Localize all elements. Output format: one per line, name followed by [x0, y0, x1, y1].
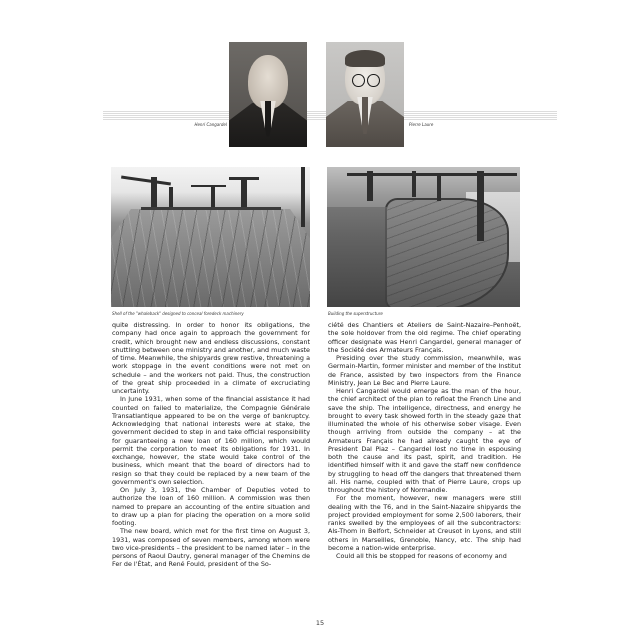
portrait-glasses-left [352, 74, 365, 88]
photo-crane-tower [301, 167, 305, 227]
text-column-left [112, 321, 310, 569]
photo-caption-left: Shell of the "whaleback" designed to conceal foredeck machinery [112, 311, 244, 316]
page-number: 15 [315, 619, 325, 627]
photo-whaleback-deck [111, 167, 310, 307]
paragraph: For the moment, however, new managers were still dealing with the T6, and in the Saint-Nazaire shipyards the project provided employment for some 2,500 laborers, their ranks swelled by the employees of all the subcontractors: Als-Thom in Belfort, Schneider at Creusot in Lyons, and still others in Marseilles, Grenoble, Nancy, etc. The ship had become a nation-wide enterprise. [328, 494, 521, 552]
paragraph: Presiding over the study commission, meanwhile, was Germain-Martin, former minister and member of the Institut de France, assisted by two inspectors from the Finance Ministry, Jean Le Bec and Pierre Laure. [328, 354, 521, 387]
photo-ship-hull [385, 198, 509, 307]
portrait-caption-right: Pierre Laure [409, 122, 434, 127]
photo-crane-tower [437, 173, 441, 201]
portrait-caption-left: Henri Cangardel [194, 122, 227, 127]
photo-crane-tower [169, 187, 173, 209]
portrait-pierre-laure [326, 42, 404, 147]
photo-crane-jib [407, 173, 517, 176]
photo-crane-jib [191, 185, 226, 187]
portrait-hair [345, 50, 386, 67]
paragraph: The new board, which met for the first time on August 3, 1931, was composed of seven members, among whom were two vice-presidents – the president to be named later – in the persons of Raoul Dautry, general manager of the Chemins de Fer de l'État, and René Fould, president of the So- [112, 527, 310, 569]
photo-crane-jib [347, 173, 407, 176]
paragraph: Henri Cangardel would emerge as the man of the hour, the chief architect of the plan to refloat the French Line and save the ship. The intelligence, directness, and energy he brought to every task showed forth in the steady gaze that illuminated the whole of his otherwise sober visage. Even though arriving from outside the company – at the Armateurs Français he had already caught the eye of President Dal Piaz – Cangardel lost no time in espousing both the cause and its past, spirit, and tradition. He identified himself with it and gave the staff new confidence by struggling to head off the dangers that threatened them all. His name, coupled with that of Pierre Laure, crops up throughout the history of Normandie. [328, 387, 521, 494]
portrait-henri-cangardel [229, 42, 307, 147]
photo-crane-jib [121, 176, 171, 186]
paragraph: On July 3, 1931, the Chamber of Deputies voted to authorize the loan of 160 million. A commission was then named to prepare an accounting of the entire situation and to draw up a plan for placing the operation on a more solid footing. [112, 486, 310, 527]
photo-crane-tower [477, 171, 484, 241]
photo-crane-tower [211, 185, 215, 209]
paragraph: ciété des Chantiers et Ateliers de Saint-Nazaire–Penhoët, the sole holdover from the old regime. The chief operating officer designate was Henri Cangardel, general manager of the Société des Armateurs Français. [328, 321, 521, 354]
photo-crane-jib [229, 177, 259, 180]
paragraph: Could all this be stopped for reasons of economy and [336, 552, 507, 560]
photo-shipyard-scaffolding [327, 207, 387, 307]
photo-crane-tower [241, 177, 247, 209]
photo-building-superstructure [327, 167, 520, 307]
text-column-right [328, 321, 521, 560]
photo-deck-surface [111, 209, 310, 307]
paragraph: In June 1931, when some of the financial assistance it had counted on failed to materialize, the Compagnie Générale Transatlantique appeared to be on the verge of bankruptcy. Acknowledging that national interests were at stake, the government decided to step in and take official responsibility for guaranteeing a new loan of 160 million, which would permit the corporation to meet its obligations for 1931. In exchange, however, the state would take control of the business, which meant that the board of directors had to resign so that they could be replaced by a new team of the government's own selection. [112, 395, 310, 486]
photo-caption-right: Building the superstructure [328, 311, 383, 316]
photo-deck-edge [141, 207, 281, 210]
paragraph: quite distressing. In order to honor its obligations, the company had once again to approach the government for credit, which brought new and endless discussions, constant shuttling between one ministry and another, and much waste of time. Meanwhile, the shipyards grew restive, threatening a work stoppage in the event conditions were not met on schedule – and the workers not paid. Thus, the construction of the great ship proceeded in a climate of excruciating uncertainty. [112, 321, 310, 395]
